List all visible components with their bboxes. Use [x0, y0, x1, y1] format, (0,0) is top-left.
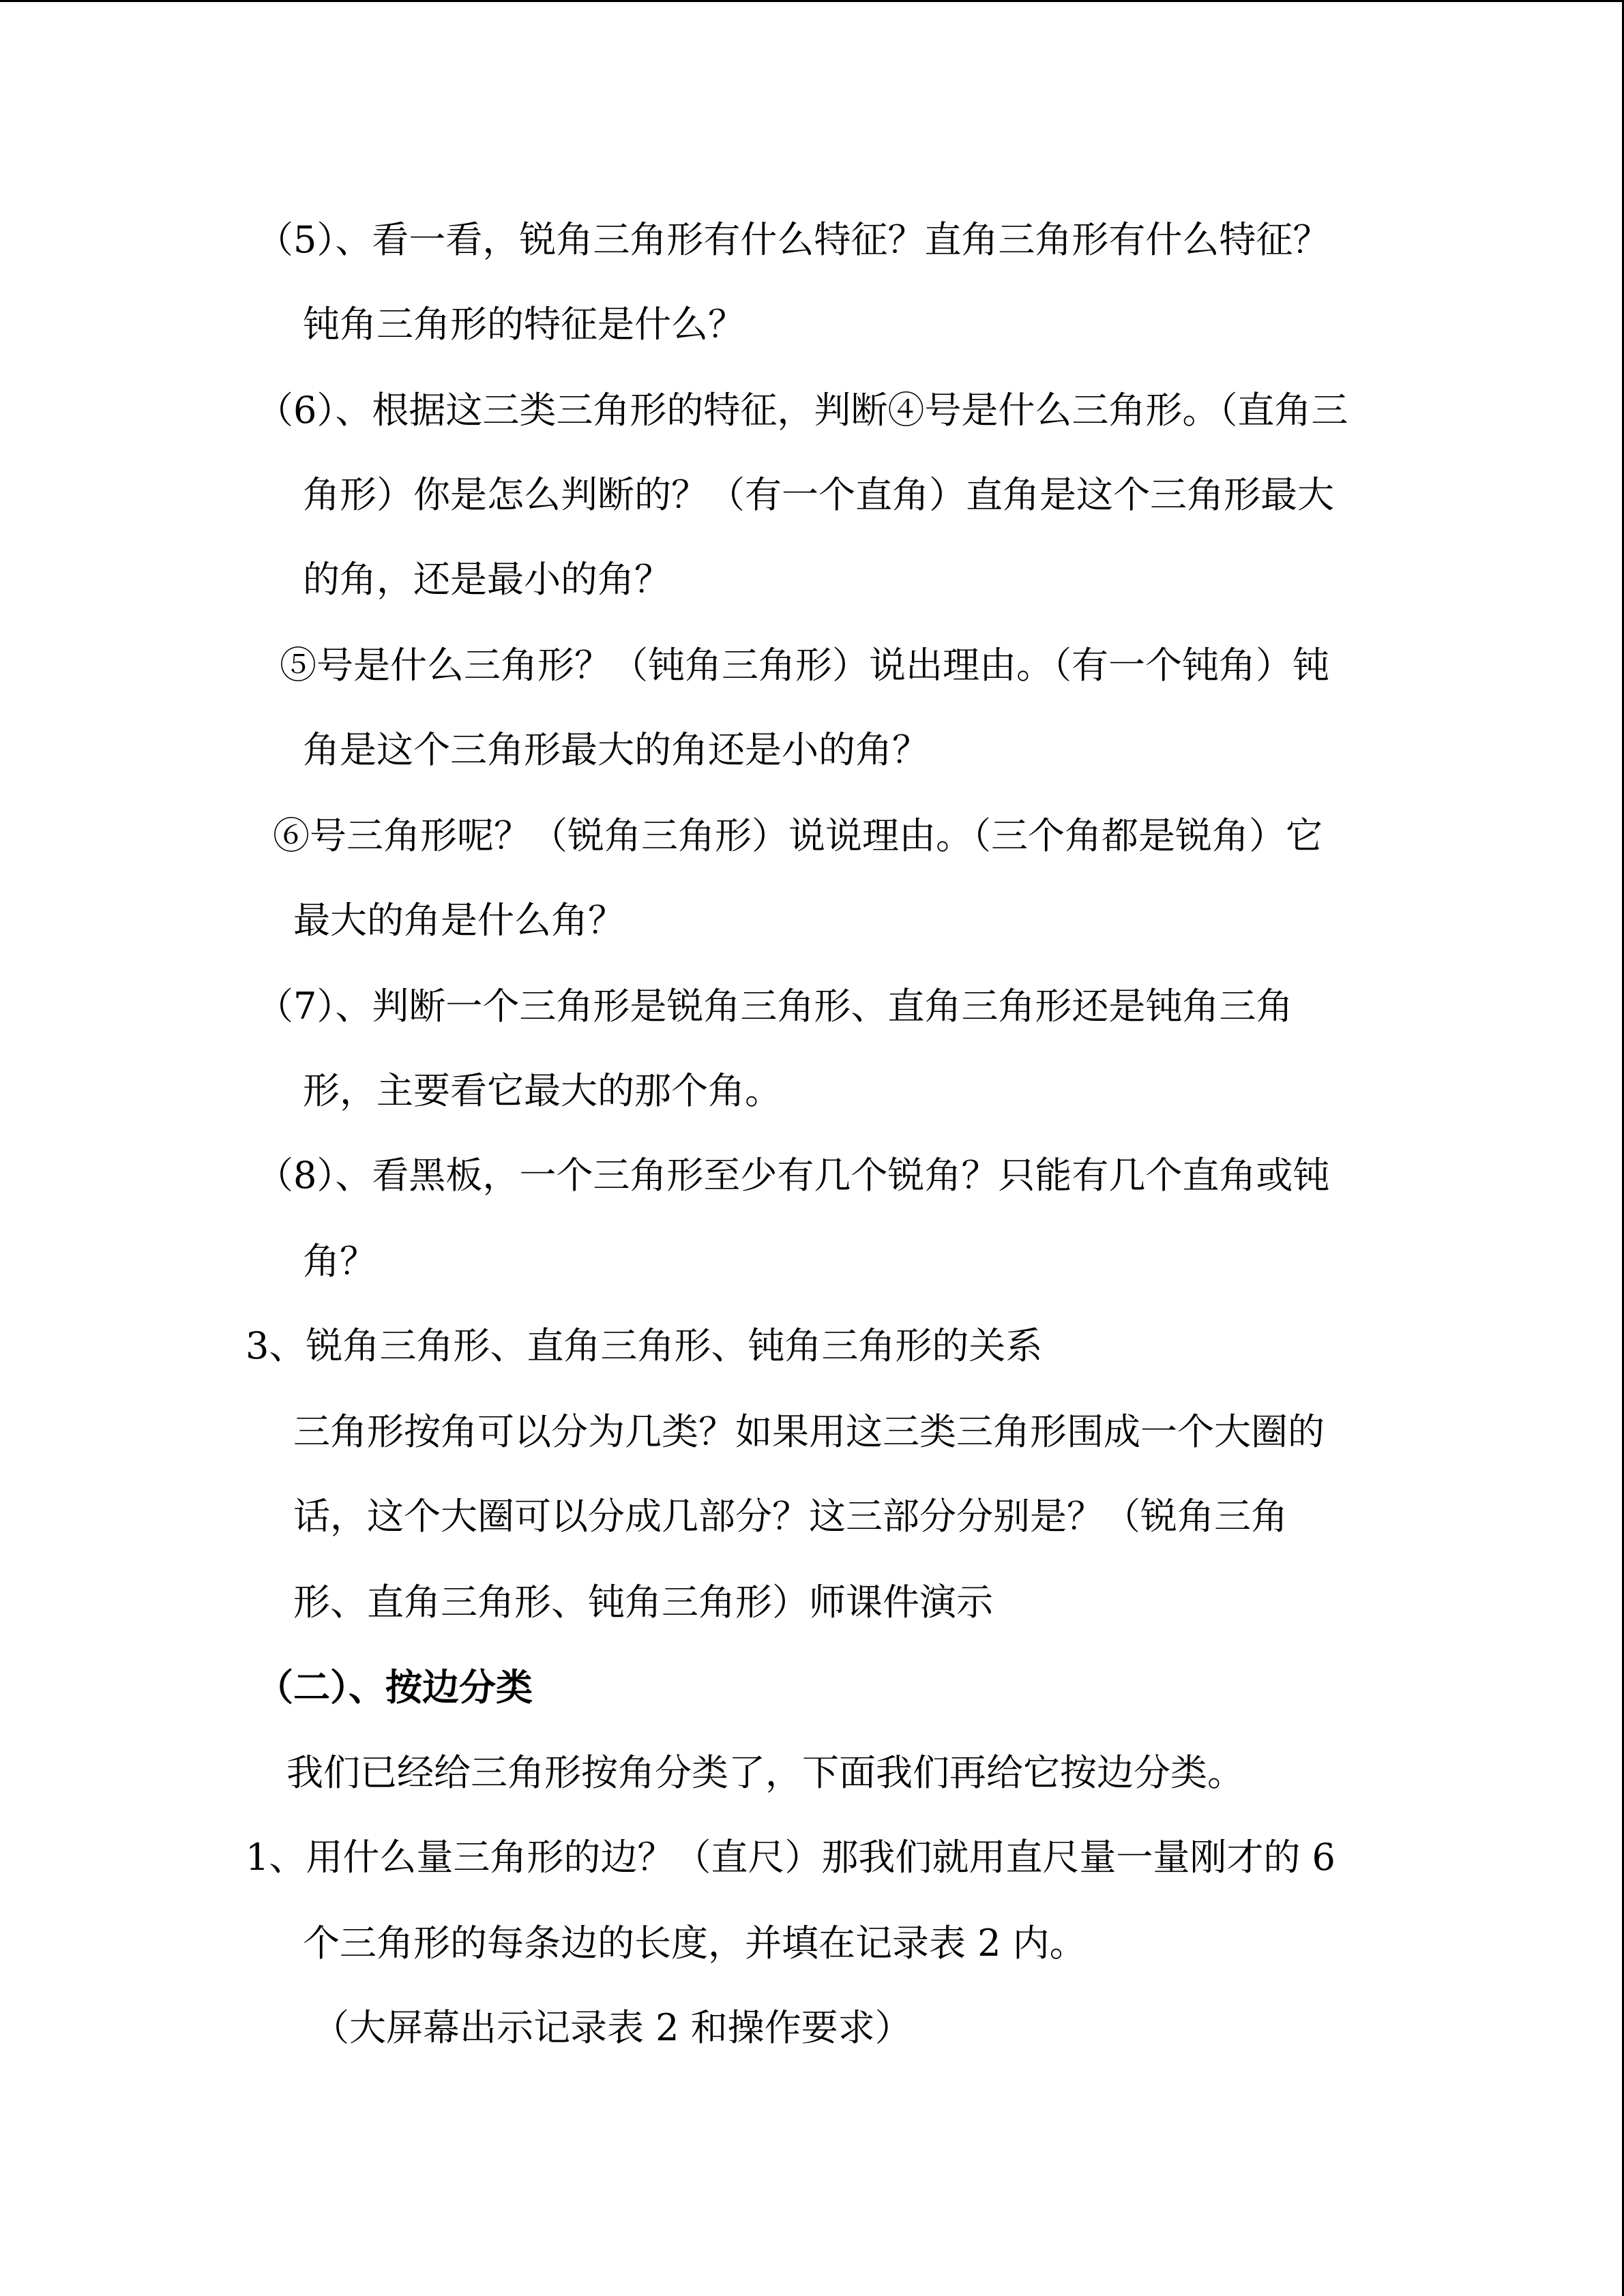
text-line: （大屏幕出示记录表 2 和操作要求） — [312, 2006, 912, 2049]
text-line: 的角，还是最小的角？ — [303, 558, 671, 601]
text-line: 角形）你是怎么判断的？（有一个直角）直角是这个三角形最大 — [303, 473, 1334, 516]
text-line: 话，这个大圈可以分成几部分？这三部分分别是？（锐角三角 — [293, 1495, 1288, 1538]
section-heading: 3、锐角三角形、直角三角形、钝角三角形的关系 — [246, 1324, 1043, 1367]
text-line: ⑤号是什么三角形？（钝角三角形）说出理由。（有一个钝角）钝 — [280, 644, 1329, 687]
text-line: 角是这个三角形最大的角还是小的角？ — [303, 728, 929, 771]
subsection-heading: （二）、按边分类 — [256, 1665, 533, 1709]
text-line: 三角形按角可以分为几类？如果用这三类三角形围成一个大圈的 — [293, 1410, 1325, 1453]
text-line: 1、用什么量三角形的边？（直尺）那我们就用直尺量一量刚才的 6 — [246, 1836, 1335, 1879]
text-line: 最大的角是什么角？ — [293, 899, 625, 942]
text-line: ⑥号三角形呢？（锐角三角形）说说理由。（三个角都是锐角）它 — [273, 814, 1323, 857]
text-line: 钝角三角形的特征是什么？ — [303, 303, 745, 346]
text-line: （6）、根据这三类三角形的特征，判断④号是什么三角形。（直角三 — [256, 389, 1348, 432]
page-border-top — [0, 0, 1624, 2]
text-line: （7）、判断一个三角形是锐角三角形、直角三角形还是钝角三角 — [256, 985, 1293, 1028]
text-line: 形，主要看它最大的那个角。 — [303, 1069, 782, 1112]
text-line: 形、直角三角形、钝角三角形）师课件演示 — [293, 1581, 993, 1624]
text-line: （5）、看一看，锐角三角形有什么特征？直角三角形有什么特征？ — [256, 218, 1330, 261]
text-line: 个三角形的每条边的长度，并填在记录表 2 内。 — [303, 1922, 1087, 1965]
text-line: 角？ — [303, 1240, 377, 1283]
text-line: 我们已经给三角形按角分类了，下面我们再给它按边分类。 — [286, 1751, 1244, 1794]
text-line: （8）、看黑板，一个三角形至少有几个锐角？只能有几个直角或钝 — [256, 1154, 1330, 1197]
